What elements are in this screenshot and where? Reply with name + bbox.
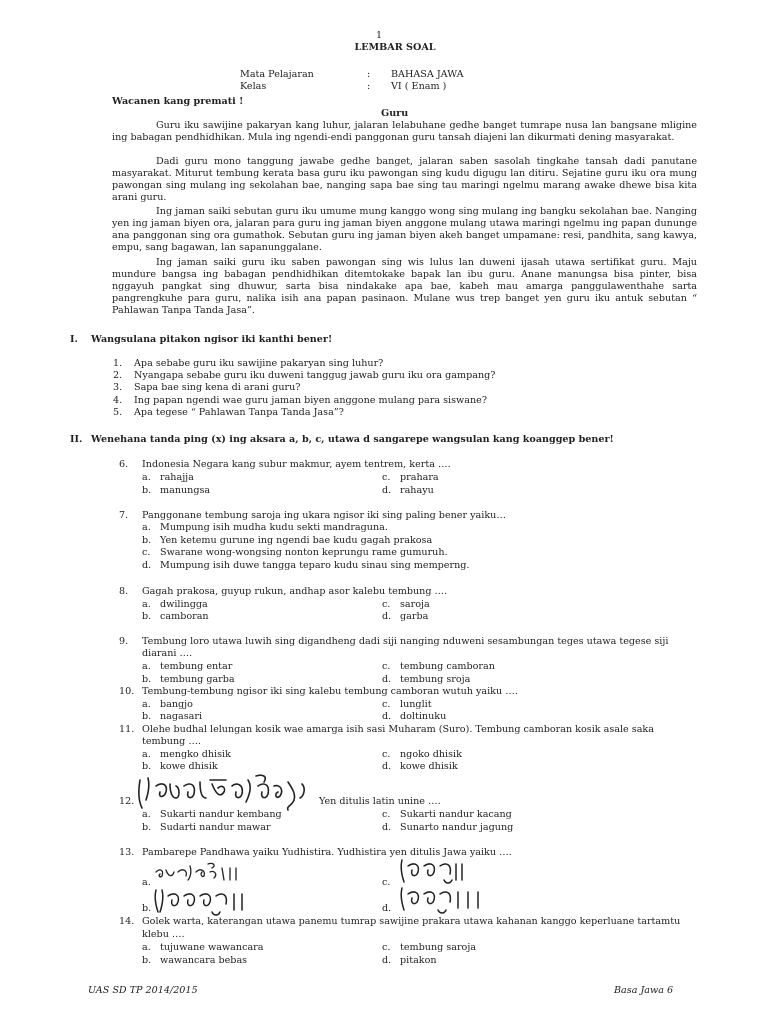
option-letter: b.	[142, 761, 152, 772]
option-c[interactable]: lunglit	[400, 699, 432, 710]
option-b[interactable]: Yen ketemu gurune ing ngendi bae kudu gagah prakosa	[160, 535, 433, 546]
option-letter: a.	[142, 472, 151, 483]
option-c[interactable]: Swarane wong-wongsing nonton keprungu rame gumuruh.	[160, 547, 448, 558]
question-text-cont: tembung ….	[142, 736, 201, 747]
option-letter: a.	[142, 699, 151, 710]
option-letter[interactable]: a.	[142, 877, 151, 888]
option-a[interactable]: tembung entar	[160, 661, 233, 672]
option-letter: b.	[142, 822, 152, 833]
option-a[interactable]: rahajja	[160, 472, 194, 483]
class-colon: :	[367, 81, 371, 92]
footer-right: Basa Jawa 6	[614, 985, 674, 996]
option-letter: c.	[382, 749, 391, 760]
question-text: Nyangapa sebabe guru iku duweni tanggug jawab guru iku ora gampang?	[134, 370, 496, 381]
option-d[interactable]: doltinuku	[400, 711, 447, 722]
option-c[interactable]: prahara	[400, 472, 439, 483]
subject-value: BAHASA JAWA	[391, 69, 464, 80]
question-number: 3.	[113, 382, 123, 393]
reading-instruction: Wacanen kang premati !	[112, 96, 244, 107]
option-letter: c.	[142, 547, 151, 558]
question-text: Tembung-tembung ngisor iki sing kalebu tembung camboran wutuh yaiku ….	[142, 686, 518, 697]
question-text-cont: klebu ….	[142, 929, 185, 940]
option-letter: b.	[142, 955, 152, 966]
option-a[interactable]: dwilingga	[160, 599, 208, 610]
option-b[interactable]: wawancara bebas	[160, 955, 248, 966]
question-number: 7.	[119, 510, 129, 521]
option-letter: d.	[382, 822, 392, 833]
reading-paragraph-3: Ing jaman saiki sebutan guru iku umume mung kanggo wong sing mulang ing bangku sekolahan bae. Nanging yen ing jaman biyen ora, jalaran para guru ing jaman biyen anggone mulang utawa maringi ngelmu ing papan dununge ana panggonan sing ora gumathok. Sebutan guru ing jaman biyen akeh banget umpamane: resi, pandhita, sang kawya, empu, sang bagawan, lan sapanunggalane.	[112, 206, 697, 254]
javanese-script-image	[136, 772, 316, 814]
option-letter: a.	[142, 661, 151, 672]
option-c[interactable]: saroja	[400, 599, 430, 610]
option-letter: c.	[382, 599, 391, 610]
question-number: 10.	[119, 686, 135, 697]
question-number: 4.	[113, 395, 123, 406]
class-label: Kelas	[240, 81, 267, 92]
option-d[interactable]: kowe dhisik	[400, 761, 458, 772]
option-letter: c.	[382, 809, 391, 820]
footer-left: UAS SD TP 2014/2015	[88, 985, 198, 996]
option-c[interactable]: tembung saroja	[400, 942, 477, 953]
page-number: 1	[376, 30, 383, 41]
reading-paragraph-2: Dadi guru mono tanggung jawabe gedhe banget, jalaran saben sasolah tingkahe tansah dadi panutane masyarakat. Miturut tembung kerata basa guru iku pawongan sing kudu digugu lan ditiru. Sejatine guru iku ora mung pawongan sing mulang ing sekolahan bae, nanging sapa bae sing tau maringi ngelmu marang awake dhewe bisa kita arani guru.	[112, 156, 697, 204]
option-letter: b.	[142, 674, 152, 685]
option-a[interactable]: Mumpung isih mudha kudu sekti mandraguna.	[160, 522, 388, 533]
option-b[interactable]: kowe dhisik	[160, 761, 218, 772]
option-a[interactable]: Sukarti nandur kembang	[160, 809, 282, 820]
option-b[interactable]: camboran	[160, 611, 209, 622]
option-letter: a.	[142, 942, 151, 953]
option-c[interactable]: ngoko dhisik	[400, 749, 462, 760]
class-value: VI ( Enam )	[391, 81, 447, 92]
option-c[interactable]: tembung camboran	[400, 661, 495, 672]
reading-paragraph-1: Guru iku sawijine pakaryan kang luhur, jalaran lelabuhane gedhe banget tumrape nusa lan bangsane mligine ing babagan pendhidhikan. Mula ing ngendi-endi panggonan guru tansah diajeni lan dikurmati dening masyarakat.	[112, 120, 697, 144]
question-text: Apa tegese “ Pahlawan Tanpa Tanda Jasa”?	[134, 407, 344, 418]
question-text: Olehe budhal lelungan kosik wae amarga isih sasi Muharam (Suro). Tembung camboran kosik asale saka	[142, 724, 654, 735]
question-number: 13.	[119, 847, 135, 858]
section2-heading: Wenehana tanda ping (x) ing aksara a, b, c, utawa d sangarepe wangsulan kang koanggep bener!	[91, 434, 614, 445]
option-letter: d.	[382, 711, 392, 722]
question-text: Yen ditulis latin unine ….	[319, 796, 441, 807]
option-d[interactable]: garba	[400, 611, 429, 622]
question-number: 12.	[119, 796, 135, 807]
option-letter: b.	[142, 485, 152, 496]
reading-paragraph-4: Ing jaman saiki guru iku saben pawongan sing wis lulus lan duweni ijasah utawa sertifikat guru. Maju mundure bangsa ing babagan pendhidhikan ditemtokake bapak lan ibu guru. Anane manungsa bisa pinter, bisa nggayuh pangkat sing dhuwur, sarta bisa nindakake apa bae, kabeh mau amarga panggulawenthahe sarta pangrengkuhe para guru, nalika isih ana papan pasinaon. Mulane wus trep banget yen guru iku antuk sebutan “ Pahlawan Tanpa Tanda Jasa”.	[112, 257, 697, 317]
option-letter: c.	[382, 472, 391, 483]
option-c[interactable]: Sukarti nandur kacang	[400, 809, 512, 820]
option-b[interactable]: Sudarti nandur mawar	[160, 822, 271, 833]
option-letter: d.	[382, 761, 392, 772]
page-title: LEMBAR SOAL	[354, 42, 436, 53]
option-d[interactable]: tembung sroja	[400, 674, 471, 685]
question-number: 9.	[119, 636, 129, 647]
option-letter: b.	[142, 711, 152, 722]
question-text: Pambarepe Pandhawa yaiku Yudhistira. Yudhistira yen ditulis Jawa yaiku ….	[142, 847, 512, 858]
question-text: Tembung loro utawa luwih sing digandheng dadi siji nanging nduweni sesambungan teges utawa tegese siji	[142, 636, 669, 647]
option-d[interactable]: pitakon	[400, 955, 437, 966]
question-number: 1.	[113, 358, 123, 369]
option-letter: a.	[142, 599, 151, 610]
option-letter[interactable]: b.	[142, 903, 152, 914]
section2-number: II.	[70, 434, 83, 445]
option-letter: a.	[142, 749, 151, 760]
option-a[interactable]: tujuwane wawancara	[160, 942, 264, 953]
option-letter: a.	[142, 809, 151, 820]
option-letter: c.	[382, 661, 391, 672]
option-letter: d.	[382, 611, 392, 622]
option-letter: d.	[382, 485, 392, 496]
option-letter: a.	[142, 522, 151, 533]
question-text-cont: diarani ….	[142, 648, 193, 659]
option-b[interactable]: nagasari	[160, 711, 203, 722]
option-b[interactable]: tembung garba	[160, 674, 235, 685]
question-text: Gagah prakosa, guyup rukun, andhap asor kalebu tembung ….	[142, 586, 448, 597]
option-letter[interactable]: d.	[382, 903, 392, 914]
question-text: Apa sebabe guru iku sawijine pakaryan sing luhur?	[134, 358, 384, 369]
question-number: 14.	[119, 916, 135, 927]
option-letter: b.	[142, 611, 152, 622]
question-text: Golek warta, katerangan utawa panemu tumrap sawijine prakara utawa kahanan kanggo keperluane tartamtu	[142, 916, 681, 927]
javanese-option-a-image[interactable]	[152, 860, 242, 882]
section1-number: I.	[70, 334, 78, 345]
question-number: 11.	[119, 724, 135, 735]
option-letter: d.	[142, 560, 152, 571]
question-number: 2.	[113, 370, 123, 381]
option-letter[interactable]: c.	[382, 877, 391, 888]
option-d[interactable]: Sunarto nandur jagung	[400, 822, 514, 833]
question-text: Panggonane tembung saroja ing ukara ngisor iki sing paling bener yaiku…	[142, 510, 506, 521]
option-a[interactable]: mengko dhisik	[160, 749, 231, 760]
question-number: 5.	[113, 407, 123, 418]
option-letter: c.	[382, 942, 391, 953]
javanese-option-b-image[interactable]	[152, 884, 276, 918]
option-letter: d.	[382, 674, 392, 685]
option-d[interactable]: rahayu	[400, 485, 434, 496]
option-letter: d.	[382, 955, 392, 966]
option-a[interactable]: bangjo	[160, 699, 193, 710]
question-text: Sapa bae sing kena di arani guru?	[134, 382, 301, 393]
option-letter: b.	[142, 535, 152, 546]
javanese-option-d-image[interactable]	[398, 882, 488, 916]
option-d[interactable]: Mumpung isih duwe tangga teparo kudu sinau sing memperng.	[160, 560, 470, 571]
question-number: 8.	[119, 586, 129, 597]
reading-title: Guru	[381, 108, 409, 119]
question-number: 6.	[119, 459, 129, 470]
section1-heading: Wangsulana pitakon ngisor iki kanthi bener!	[91, 334, 333, 345]
option-b[interactable]: manungsa	[160, 485, 211, 496]
subject-colon: :	[367, 69, 371, 80]
question-text: Indonesia Negara kang subur makmur, ayem tentrem, kerta ….	[142, 459, 451, 470]
option-letter: c.	[382, 699, 391, 710]
subject-label: Mata Pelajaran	[240, 69, 314, 80]
question-text: Ing papan ngendi wae guru jaman biyen anggone mulang para siswane?	[134, 395, 487, 406]
